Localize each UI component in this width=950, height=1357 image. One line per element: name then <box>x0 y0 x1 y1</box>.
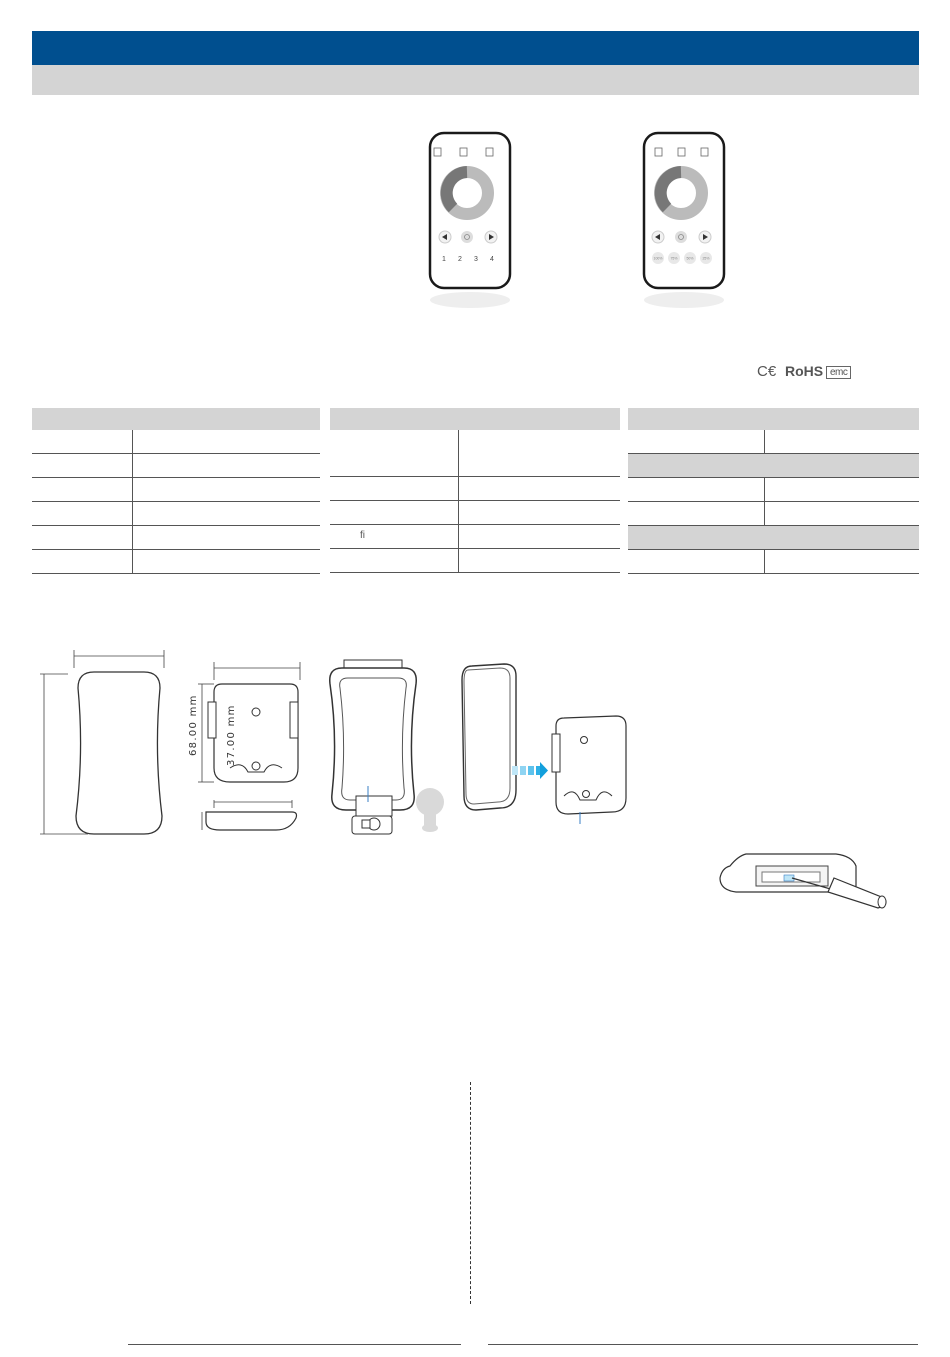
subheader-bar <box>32 65 919 95</box>
ce-mark: C€ <box>757 363 777 380</box>
emc-mark: emc <box>826 366 851 379</box>
preset-label-75: 75% <box>670 256 678 261</box>
preset-label-50: 50% <box>686 256 694 261</box>
preset-label-100: 100% <box>653 256 663 261</box>
table-row <box>330 501 620 525</box>
push-arrow-icon <box>512 762 548 779</box>
holder-dimension-drawing <box>192 660 310 832</box>
column-divider <box>470 1082 471 1304</box>
table-row <box>628 478 919 502</box>
table-row <box>32 526 320 550</box>
zone-label-3: 3 <box>474 256 478 263</box>
table-row <box>330 549 620 573</box>
remote-back-with-holder <box>326 658 446 840</box>
remote-holder-install-drawing <box>456 660 636 830</box>
table-cell-fragment: fi <box>360 530 365 541</box>
table-row <box>330 477 620 501</box>
table-row <box>32 502 320 526</box>
spec-table-left <box>32 408 320 574</box>
footer-line-right <box>488 1344 918 1345</box>
zone-label-4: 4 <box>490 256 494 263</box>
table-subheader <box>628 454 919 478</box>
hole-spacing-dimension-label: 37.00 mm <box>226 704 237 766</box>
table-row <box>330 525 620 549</box>
table-row <box>330 430 620 477</box>
zone-label-2: 2 <box>458 256 462 263</box>
spec-table-right <box>628 408 919 574</box>
height-dimension-label: 68.00 mm <box>188 694 199 756</box>
remote-zones-image <box>420 128 520 308</box>
zone-label-1: 1 <box>442 256 446 263</box>
footer-line-left <box>128 1344 461 1345</box>
table-row <box>32 430 320 454</box>
spec-table-middle <box>330 408 620 573</box>
rohs-mark: RoHS <box>785 363 824 379</box>
table-header <box>32 408 320 430</box>
screwdriver-icon <box>792 878 886 908</box>
header-bar <box>32 31 919 65</box>
table-row <box>32 454 320 478</box>
remote-presets-image <box>634 128 734 308</box>
preset-label-25: 25% <box>702 256 710 261</box>
power-icon <box>461 231 473 243</box>
table-row <box>628 550 919 574</box>
table-header <box>628 408 919 430</box>
table-row <box>32 478 320 502</box>
table-header <box>330 408 620 430</box>
table-row <box>628 502 919 526</box>
power-icon <box>675 231 687 243</box>
table-row <box>32 550 320 574</box>
table-subheader <box>628 526 919 550</box>
table-row <box>628 430 919 454</box>
battery-opening-drawing <box>716 848 890 912</box>
remote-dimension-drawing <box>38 648 170 840</box>
